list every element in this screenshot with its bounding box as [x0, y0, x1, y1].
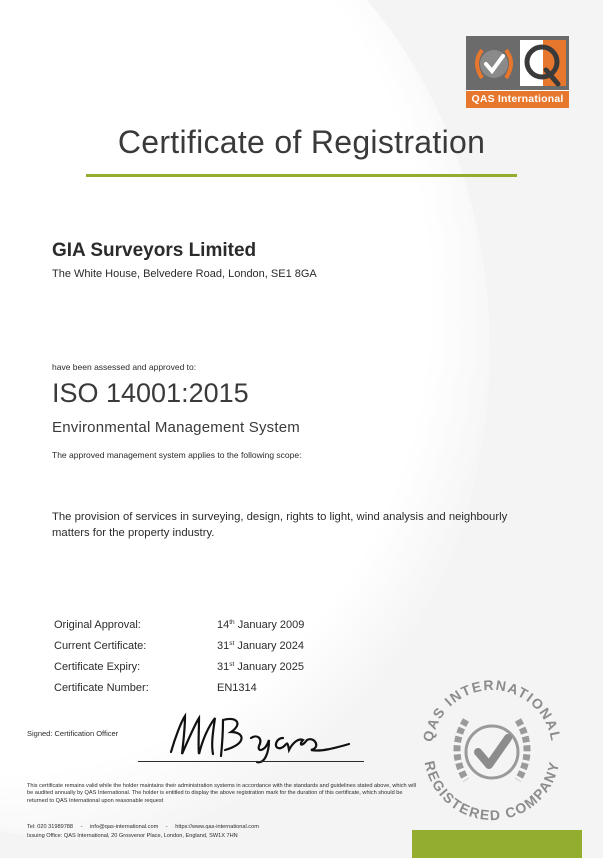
footer-issuing-office: Issuing Office: QAS International, 20 Grosvenor Place, London, England, SW1X 7HN [27, 833, 238, 839]
detail-value: 31st January 2025 [217, 661, 305, 673]
detail-label: Certificate Number: [54, 682, 149, 694]
certificate-title: Certificate of Registration [117, 124, 486, 160]
svg-text:REGISTERED COMPANY: REGISTERED COMPANY [421, 759, 563, 824]
signed-label: Signed: Certification Officer [27, 729, 119, 738]
svg-text:QAS INTERNATIONAL: QAS INTERNATIONAL [419, 676, 565, 744]
handwritten-signature [165, 708, 355, 766]
detail-value: EN1314 [217, 682, 257, 694]
footer-website[interactable]: https://www.qas-international.com [175, 824, 259, 830]
qas-logo-mark [466, 36, 569, 90]
company-name: GIA Surveyors Limited [52, 240, 257, 261]
assessed-label: have been assessed and approved to: [52, 362, 197, 372]
detail-value: 14th January 2009 [217, 619, 305, 631]
detail-label: Certificate Expiry: [54, 661, 141, 673]
footer-accent-bar [412, 830, 582, 858]
detail-label: Current Certificate: [54, 640, 147, 652]
disclaimer-text: This certificate remains valid while the holder maintains their administration systems in accordance with the standards and guidelines stated above, which will be audited annually by QAS International. The holder is entitled to display the above registration mark for the duration of this certificate, which should be returned to QAS International upon reasonable request [27, 783, 416, 804]
standard-name: ISO 14001:2015 [52, 378, 249, 408]
detail-label: Original Approval: [54, 619, 141, 631]
footer-separator: - [80, 824, 83, 830]
footer-separator: - [165, 824, 168, 830]
footer-tel: Tel: 020 31989788 [27, 824, 74, 830]
scope-text: The provision of services in surveying, design, rights to light, wind analysis and neighbourly matters for the property industry. [52, 511, 508, 539]
logo-text: QAS International [466, 90, 569, 108]
signature-line [138, 761, 364, 762]
qas-logo [466, 36, 569, 107]
registered-company-seal [410, 668, 574, 832]
scope-label: The approved management system applies to the following scope: [52, 450, 302, 460]
footer-email[interactable]: info@qas-international.com [90, 824, 159, 830]
footer-contact [27, 824, 265, 830]
company-address: The White House, Belvedere Road, London, SE1 8GA [52, 268, 317, 280]
detail-value: 31st January 2024 [217, 640, 305, 652]
management-system-name: Environmental Management System [52, 419, 300, 436]
title-divider [86, 174, 517, 177]
